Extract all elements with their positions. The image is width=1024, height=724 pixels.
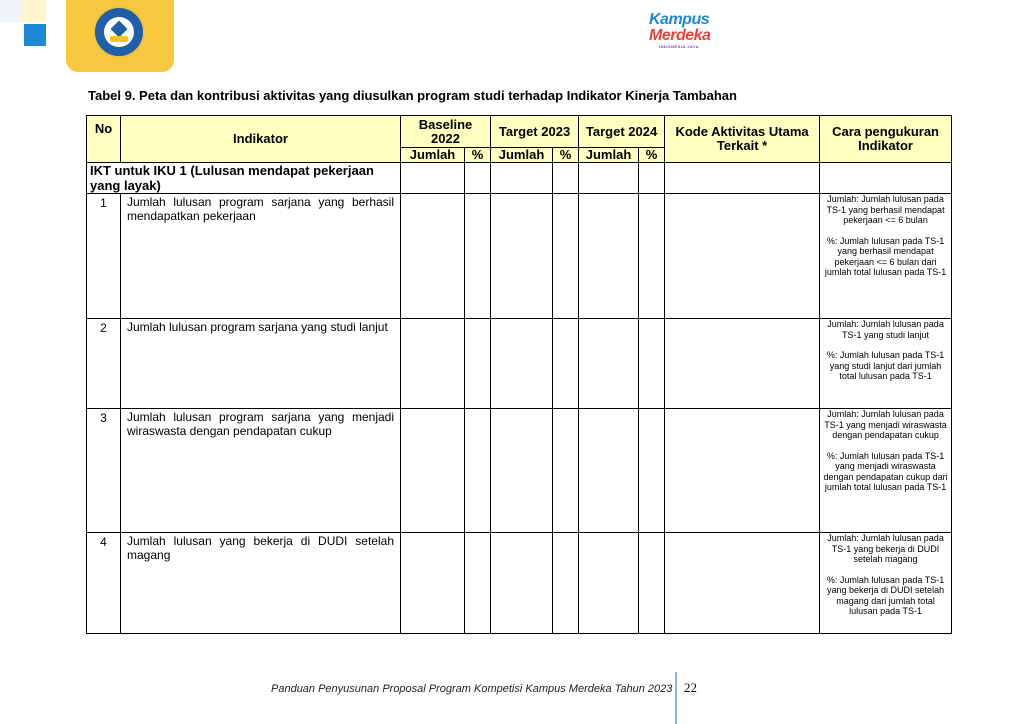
row-number: 2 (87, 319, 121, 409)
table-row (87, 319, 952, 409)
measurement-cell: Jumlah: Jumlah lulusan pada TS-1 yang berhasil mendapat pekerjaan <= 6 bulan %: Jumlah lulusan pada TS-1 yang berhasil mendapat pekerjaan <= 6 bulan dari jumlah total lulusan pada TS-1 (820, 194, 952, 319)
indicator-cell: Jumlah lulusan program sarjana yang studi lanjut (121, 319, 401, 409)
header-kode-aktivitas: Kode Aktivitas Utama Terkait * (665, 116, 820, 163)
header-baseline: Baseline 2022 (401, 116, 491, 148)
measurement-cell: Jumlah: Jumlah lulusan pada TS-1 yang studi lanjut %: Jumlah lulusan pada TS-1 yang studi lanjut dari jumlah total lulusan pada TS-1 (820, 319, 952, 409)
corner-square (0, 22, 22, 46)
row-number: 4 (87, 533, 121, 634)
header-target-2024: Target 2024 (579, 116, 665, 148)
logo-tab (66, 0, 174, 72)
table-caption: Tabel 9. Peta dan kontribusi aktivitas yang diusulkan program studi terhadap Indikator Kinerja Tambahan (88, 88, 737, 103)
kampus-merdeka-logo: Kampus Merdeka INDONESIA JAYA (649, 11, 711, 49)
page-number: 22 (684, 680, 697, 695)
measurement-cell: Jumlah: Jumlah lulusan pada TS-1 yang menjadi wiraswasta dengan pendapatan cukup %: Jumlah lulusan pada TS-1 yang menjadi wiraswasta dengan pendapatan cukup dari jumlah total lulusan pada TS-1 (820, 409, 952, 533)
indicator-cell: Jumlah lulusan yang bekerja di DUDI setelah magang (121, 533, 401, 634)
corner-square (22, 0, 46, 22)
group-title: IKT untuk IKU 1 (Lulusan mendapat pekerjaan yang layak) (87, 163, 401, 194)
corner-square (0, 0, 22, 22)
header-cara-pengukuran: Cara pengukuran Indikator (820, 116, 952, 163)
row-number: 3 (87, 409, 121, 533)
ministry-logo-icon (93, 6, 145, 58)
header-persen: % (639, 148, 665, 163)
header-persen: % (465, 148, 491, 163)
footer-text: Panduan Penyusunan Proposal Program Kompetisi Kampus Merdeka Tahun 2023 (271, 683, 673, 695)
table-row (87, 409, 952, 533)
header-jumlah: Jumlah (579, 148, 639, 163)
footer-divider (675, 672, 677, 724)
measurement-cell: Jumlah: Jumlah lulusan pada TS-1 yang bekerja di DUDI setelah magang %: Jumlah lulusan pada TS-1 yang bekerja di DUDI setelah magang dari jumlah total lulusan pada TS-1 (820, 533, 952, 634)
table-row (87, 533, 952, 634)
indicator-cell: Jumlah lulusan program sarjana yang berhasil mendapatkan pekerjaan (121, 194, 401, 319)
header-persen: % (553, 148, 579, 163)
header-indikator: Indikator (121, 116, 401, 163)
header-jumlah: Jumlah (491, 148, 553, 163)
indicator-table (86, 115, 952, 634)
header-target-2023: Target 2023 (491, 116, 579, 148)
table-row (87, 194, 952, 319)
header-no: No (87, 116, 121, 163)
indicator-cell: Jumlah lulusan program sarjana yang menjadi wiraswasta dengan pendapatan cukup (121, 409, 401, 533)
header-jumlah: Jumlah (401, 148, 465, 163)
corner-square-blue (24, 24, 46, 46)
row-number: 1 (87, 194, 121, 319)
